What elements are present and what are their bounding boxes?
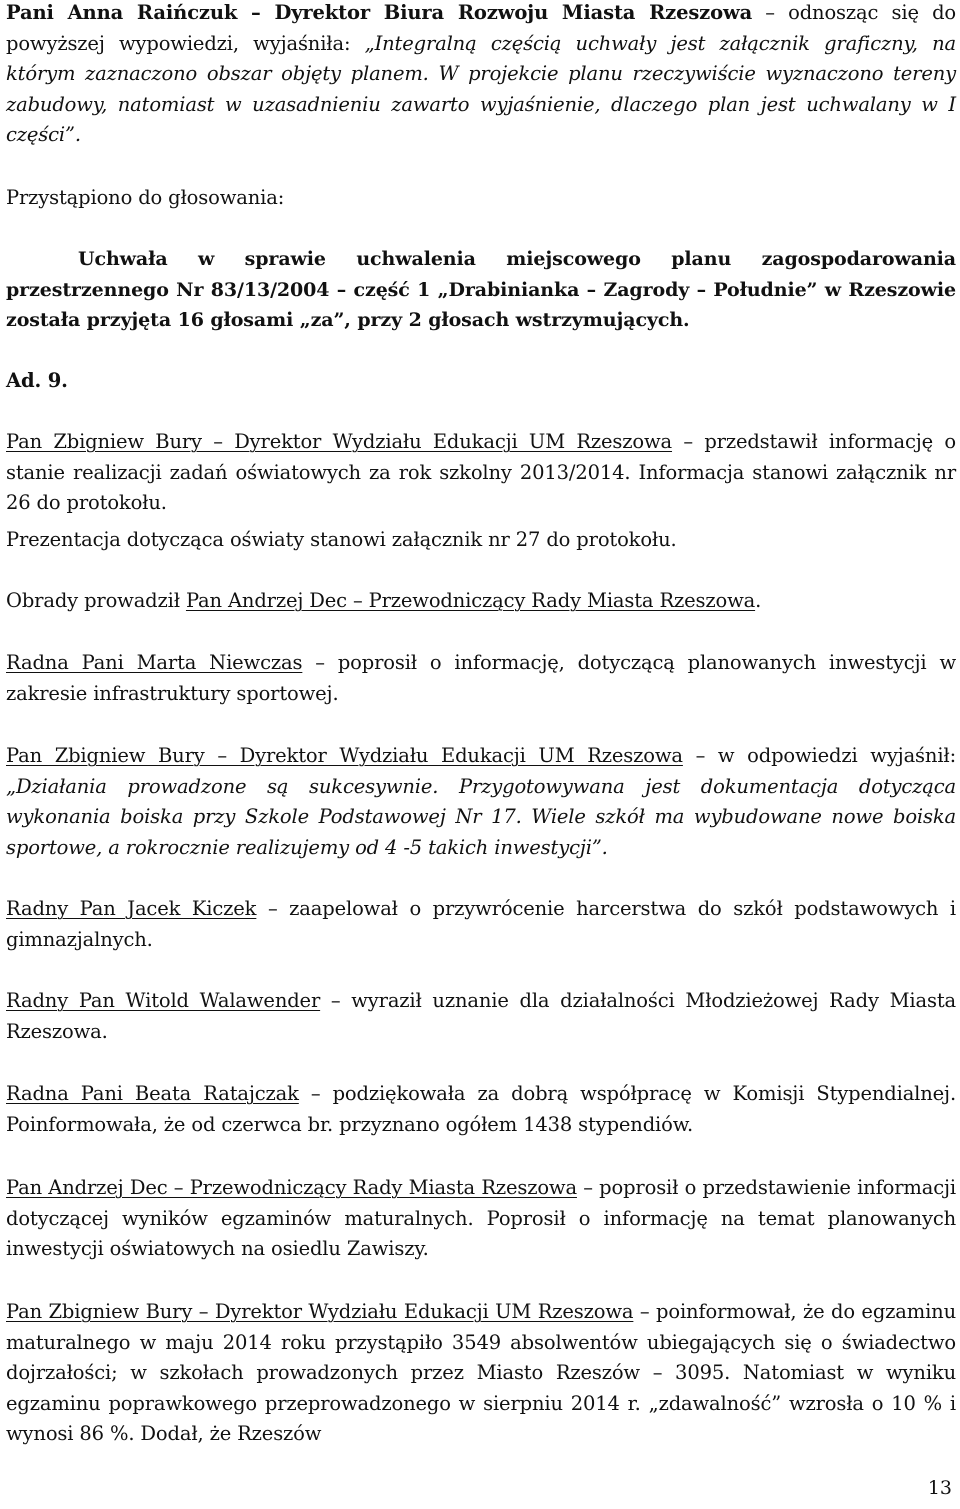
chair-name: Pan Andrzej Dec – Przewodniczący Rady Miasta Rzeszowa xyxy=(185,589,756,612)
paragraph-dec xyxy=(6,1173,956,1265)
speaker-name: Radny Pan Witold Walawender xyxy=(6,989,321,1012)
speaker-name: Radna Pani Beata Ratajczak xyxy=(6,1082,299,1105)
speaker-name: Pan Zbigniew Bury – Dyrektor Wydziału Edukacji UM Rzeszowa xyxy=(6,1300,634,1323)
paragraph-bury-2 xyxy=(6,741,956,863)
paragraph-text: – poinformował, że do egzaminu maturalnego w maju 2014 roku przystąpiło 3549 absolwentów ubiegających się o świadectwo dojrzałości; w szkołach prowadzonych przez Miasto Rzeszów – 3095. Natomiast w wyniku egzaminu poprawkowego przeprowadzonego w sierpniu 2014 r. „zdawalność” wzrosła o 10 % i wynosi 86 %. Dodał, że Rzeszów xyxy=(6,1300,956,1445)
paragraph-rainczuk xyxy=(6,0,956,151)
speaker-name: Pani Anna Raińczuk – Dyrektor Biura Rozwoju Miasta Rzeszowa xyxy=(6,1,753,24)
paragraph-ratajczak xyxy=(6,1079,956,1140)
agenda-item-label: Ad. 9. xyxy=(6,369,68,392)
paragraph-bury-3 xyxy=(6,1297,956,1450)
paragraph-text: – zaapelował o przywrócenie harcerstwa do szkół podstawowych i gimnazjalnych. xyxy=(6,897,956,951)
paragraph-bury-1 xyxy=(6,427,956,519)
speaker-name: Pan Zbigniew Bury – Dyrektor Wydziału Edukacji UM Rzeszowa xyxy=(6,430,673,453)
paragraph-text: Prezentacja dotycząca oświaty stanowi załącznik nr 27 do protokołu. xyxy=(6,528,677,551)
quote-text: „Integralną częścią uchwały jest załącznik graficzny, na którym zaznaczono obszar objęty planem. W projekcie planu rzeczywiście wyznaczono tereny zabudowy, natomiast w uzasadnieniu zawarto wyjaśnienie, dlaczego plan jest uchwalany w I części”. xyxy=(6,31,956,146)
paragraph-text: – w odpowiedzi wyjaśnił: xyxy=(682,744,957,767)
paragraph-text: – odnosząc się do powyższej wypowiedzi, wyjaśniła: xyxy=(6,1,957,55)
paragraph-kiczek xyxy=(6,894,956,955)
paragraph-text: – przedstawił informację o stanie realizacji zadań oświatowych za rok szkolny 2013/2014. Informacja stanowi załącznik nr 26 do protokołu. xyxy=(6,430,956,514)
paragraph-text: – podziękowała za dobrą współpracę w Komisji Stypendialnej. Poinformowała, że od czerwca br. przyznano ogółem 1438 stypendiów. xyxy=(6,1082,956,1136)
paragraph-text: – wyraził uznanie dla działalności Młodzieżowej Rady Miasta Rzeszowa. xyxy=(6,989,956,1043)
paragraph-chair xyxy=(6,586,956,617)
agenda-item-heading xyxy=(6,366,956,397)
page-number: 13 xyxy=(927,1477,952,1499)
resolution-text xyxy=(6,244,956,336)
paragraph-text: Przystąpiono do głosowania: xyxy=(6,186,285,209)
speaker-name: Pan Zbigniew Bury – Dyrektor Wydziału Edukacji UM Rzeszowa xyxy=(6,744,683,767)
quote-text: „Działania prowadzone są sukcesywnie. Przygotowywana jest dokumentacja dotycząca wykonania boiska przy Szkole Podstawowej Nr 17. Wiele szkół ma wybudowane nowe boiska sportowe, a rokrocznie realizujemy od 4 -5 takich inwestycji”. xyxy=(6,774,956,859)
paragraph-niewczas xyxy=(6,648,956,709)
speaker-name: Pan Andrzej Dec – Przewodniczący Rady Miasta Rzeszowa xyxy=(6,1176,577,1199)
paragraph-walawender xyxy=(6,986,956,1047)
speaker-name: Radna Pani Marta Niewczas xyxy=(6,651,303,674)
voting-intro xyxy=(6,183,956,214)
speaker-name: Radny Pan Jacek Kiczek xyxy=(6,897,257,920)
paragraph-text: Obrady prowadził xyxy=(6,589,186,612)
paragraph-presentation xyxy=(6,525,956,556)
resolution-body: Uchwała w sprawie uchwalenia miejscowego planu zagospodarowania przestrzennego Nr 83/13/2004 – część 1 „Drabinianka – Zagrody – Południe” w Rzeszowie została przyjęta 16 głosami „za”, przy 2 głosach wstrzymujących. xyxy=(6,248,956,331)
paragraph-text: – poprosił o informację, dotyczącą planowanych inwestycji w zakresie infrastruktury sportowej. xyxy=(6,651,956,705)
paragraph-text: – poprosił o przedstawienie informacji dotyczącej wyników egzaminów maturalnych. Poprosił o informację na temat planowanych inwestycji oświatowych na osiedlu Zawiszy. xyxy=(6,1176,956,1260)
paragraph-text-end: . xyxy=(755,589,762,612)
